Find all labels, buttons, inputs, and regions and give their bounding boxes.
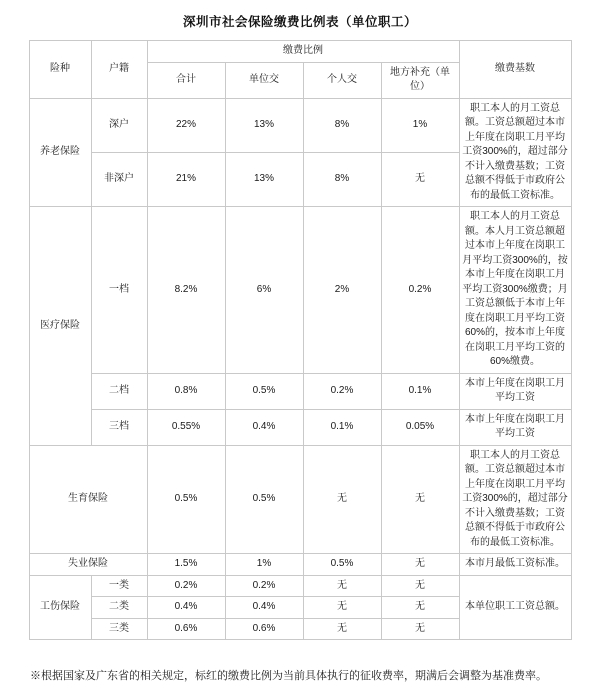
table-row bbox=[29, 409, 571, 445]
cell-employer: 0.4% bbox=[225, 597, 303, 619]
table-row bbox=[29, 445, 571, 554]
cell-employer: 0.2% bbox=[225, 575, 303, 597]
cell-local: 无 bbox=[381, 575, 459, 597]
cell-employer: 6% bbox=[225, 207, 303, 374]
cell-local: 无 bbox=[381, 554, 459, 576]
header-local-supplement: 地方补充（单位） bbox=[381, 62, 459, 98]
cell-base: 本市上年度在岗职工月平均工资 bbox=[459, 409, 571, 445]
cell-individual: 8% bbox=[303, 152, 381, 206]
cell-total: 0.55% bbox=[147, 409, 225, 445]
cell-individual: 无 bbox=[303, 445, 381, 554]
cell-total: 22% bbox=[147, 98, 225, 152]
table-row bbox=[29, 575, 571, 597]
cell-household: 非深户 bbox=[91, 152, 147, 206]
footnote: ※根据国家及广东省的相关规定，标红的缴费比例为当前具体执行的征收费率，期满后会调整为基准费率。 bbox=[30, 670, 547, 682]
cell-local: 0.2% bbox=[381, 207, 459, 374]
cell-household: 深户 bbox=[91, 98, 147, 152]
cell-local: 无 bbox=[381, 597, 459, 619]
cell-local: 1% bbox=[381, 98, 459, 152]
cell-employer: 1% bbox=[225, 554, 303, 576]
cell-local: 0.05% bbox=[381, 409, 459, 445]
cell-local: 0.1% bbox=[381, 373, 459, 409]
table-row bbox=[29, 207, 571, 374]
cell-local: 无 bbox=[381, 618, 459, 640]
cell-base: 职工本人的月工资总额。本人月工资总额超过本市上年度在岗职工月平均工资300%的，按本市上年度在岗职工月平均工资300%缴费；月工资总额低于本市上年度在岗职工月平均工资60%的，按本市上年度在岗职工月平均工资的60%缴费。 bbox=[459, 207, 571, 374]
cell-employer: 0.4% bbox=[225, 409, 303, 445]
cell-base: 职工本人的月工资总额。工资总额超过本市上年度在岗职工月平均工资300%的，超过部分不计入缴费基数；工资总额不得低于市政府公布的最低工资标准。 bbox=[459, 445, 571, 554]
cell-household: 三类 bbox=[91, 618, 147, 640]
cell-insurance-medical: 医疗保险 bbox=[29, 207, 91, 446]
cell-individual: 0.1% bbox=[303, 409, 381, 445]
cell-employer: 0.5% bbox=[225, 373, 303, 409]
cell-insurance-injury: 工伤保险 bbox=[29, 575, 91, 640]
cell-employer: 13% bbox=[225, 98, 303, 152]
table-row bbox=[29, 373, 571, 409]
cell-individual: 2% bbox=[303, 207, 381, 374]
cell-total: 21% bbox=[147, 152, 225, 206]
cell-individual: 无 bbox=[303, 618, 381, 640]
cell-local: 无 bbox=[381, 152, 459, 206]
cell-insurance-unemployment: 失业保险 bbox=[29, 554, 147, 576]
cell-employer: 0.6% bbox=[225, 618, 303, 640]
cell-total: 0.4% bbox=[147, 597, 225, 619]
table-row bbox=[29, 98, 571, 152]
cell-base: 本单位职工工资总额。 bbox=[459, 575, 571, 640]
cell-base: 本市月最低工资标准。 bbox=[459, 554, 571, 576]
cell-individual: 0.5% bbox=[303, 554, 381, 576]
cell-household: 一档 bbox=[91, 207, 147, 374]
cell-household: 二档 bbox=[91, 373, 147, 409]
cell-individual: 无 bbox=[303, 575, 381, 597]
contribution-rate-table bbox=[29, 40, 572, 640]
header-individual: 个人交 bbox=[303, 62, 381, 98]
header-employer: 单位交 bbox=[225, 62, 303, 98]
cell-total: 1.5% bbox=[147, 554, 225, 576]
cell-insurance-pension: 养老保险 bbox=[29, 98, 91, 207]
header-insurance-type: 险种 bbox=[29, 41, 91, 99]
cell-base: 职工本人的月工资总额。工资总额超过本市上年度在岗职工月平均工资300%的，超过部分不计入缴费基数；工资总额不得低于市政府公布的最低工资标准。 bbox=[459, 98, 571, 207]
cell-insurance-maternity: 生育保险 bbox=[29, 445, 147, 554]
cell-individual: 无 bbox=[303, 597, 381, 619]
cell-individual: 8% bbox=[303, 98, 381, 152]
header-rate-group: 缴费比例 bbox=[147, 41, 459, 63]
cell-total: 8.2% bbox=[147, 207, 225, 374]
table-row bbox=[29, 554, 571, 576]
cell-total: 0.2% bbox=[147, 575, 225, 597]
cell-employer: 13% bbox=[225, 152, 303, 206]
header-household: 户籍 bbox=[91, 41, 147, 99]
cell-household: 一类 bbox=[91, 575, 147, 597]
cell-local: 无 bbox=[381, 445, 459, 554]
page-title: 深圳市社会保险缴费比例表（单位职工） bbox=[182, 15, 417, 29]
cell-employer: 0.5% bbox=[225, 445, 303, 554]
cell-total: 0.6% bbox=[147, 618, 225, 640]
cell-household: 二类 bbox=[91, 597, 147, 619]
table-header-row-group bbox=[29, 41, 571, 63]
cell-total: 0.8% bbox=[147, 373, 225, 409]
cell-individual: 0.2% bbox=[303, 373, 381, 409]
header-base: 缴费基数 bbox=[459, 41, 571, 99]
cell-base: 本市上年度在岗职工月平均工资 bbox=[459, 373, 571, 409]
cell-household: 三档 bbox=[91, 409, 147, 445]
header-total: 合计 bbox=[147, 62, 225, 98]
cell-total: 0.5% bbox=[147, 445, 225, 554]
